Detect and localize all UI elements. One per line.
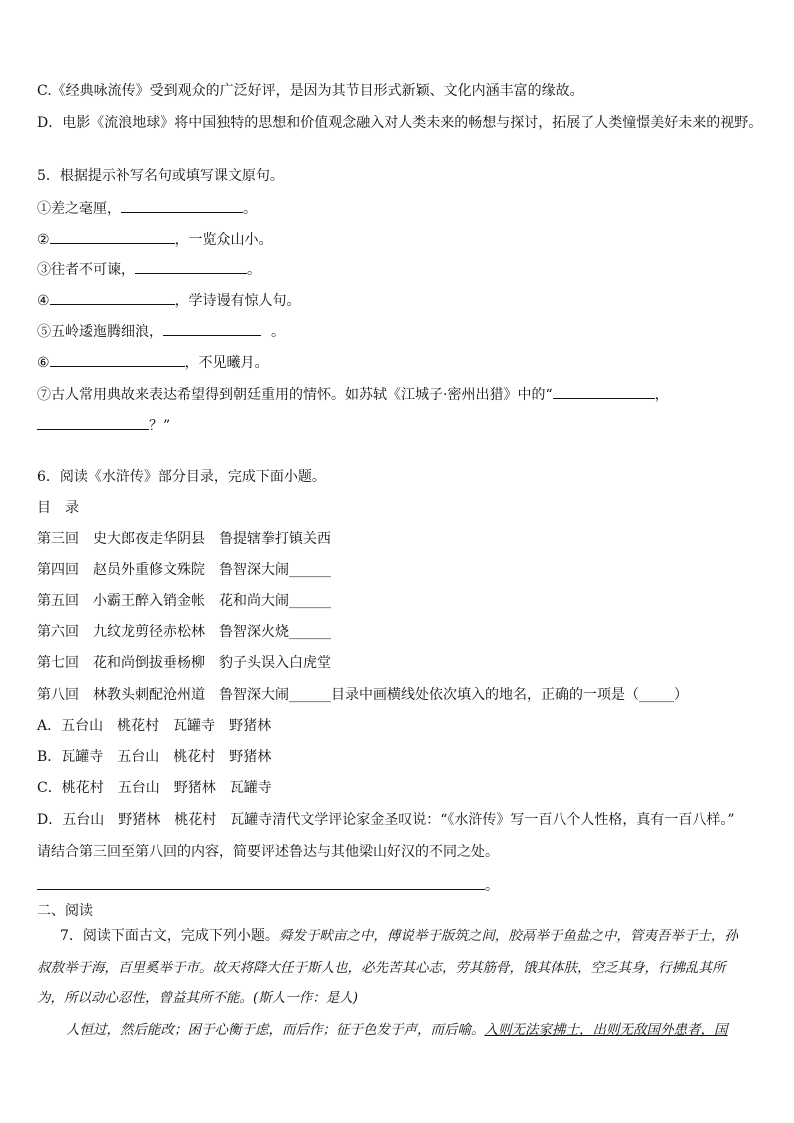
q6-option-a: A．五台山 桃花村 瓦罐寺 野猪林 (37, 718, 272, 734)
q7-passage-1: 舜发于畎亩之中，傅说举于版筑之间，胶鬲举于鱼盐之中，管夷吾举于士，孙 (278, 928, 738, 944)
q5-item-6 (37, 351, 269, 373)
toc-chapter-4: 第四回 赵员外重修文殊院 鲁智深大闹______ (37, 562, 331, 578)
q5-item-6-prefix: ⑥ (37, 355, 50, 371)
section-title: 二、阅读 (37, 903, 93, 919)
toc-chapter-6: 第六回 九纹龙剪径赤松林 鲁智深火烧______ (37, 624, 331, 640)
q6-stem: 6．阅读《水浒传》部分目录，完成下面小题。 (37, 469, 326, 485)
q5-item-1-prefix: ①差之毫厘， (37, 201, 121, 217)
q6-option-d: D．五台山 野猪林 桃花村 瓦罐寺清代文学评论家金圣叹说：“《水浒传》写一百八个人性格，真有一百八样。” (37, 812, 735, 828)
q5-item-3-prefix: ③往者不可谏， (37, 262, 135, 278)
q7-line-2: 叔敖举于海，百里奚举于市。故天将降大任于斯人也，必先苦其心志，劳其筋骨，饿其体肤，空乏其身，行拂乱其所 (37, 960, 726, 976)
q5-item-2-prefix: ② (37, 232, 50, 248)
q5-stem: 5．根据提示补写名句或填写课文原句。 (37, 168, 284, 184)
q5-item-7 (37, 383, 669, 405)
q5-item-7-blank-a[interactable] (553, 383, 655, 399)
q5-item-5-prefix: ⑤五岭逶迤腾细浪， (37, 324, 163, 340)
q5-item-3-suffix: 。 (247, 262, 261, 278)
q5-item-1 (37, 197, 257, 219)
q7-passage-4: 人恒过，然后能改；困于心衡于虑，而后作；征于色发于声，而后喻。 (66, 1022, 485, 1038)
q4-option-d: D．电影《流浪地球》将中国独特的思想和价值观念融入对人类未来的畅想与探讨，拓展了人类憧憬美好未来的视野。 (37, 115, 763, 131)
q5-item-2-blank[interactable] (50, 228, 175, 244)
q5-item-4-suffix: ，学诗谩有惊人句。 (174, 293, 301, 309)
q5-item-6-blank[interactable] (50, 351, 185, 367)
q5-item-7-blank-b[interactable] (37, 414, 149, 430)
q5-item-7-end: ？” (149, 418, 171, 434)
q5-item-7-prefix: ⑦古人常用典故来表达希望得到朝廷重用的情怀。如苏轼《江城子·密州出猎》中的“ (37, 387, 553, 403)
q5-item-1-blank[interactable] (121, 197, 243, 213)
toc-chapter-3: 第三回 史大郎夜走华阴县 鲁提辖拳打镇关西 (37, 531, 331, 547)
q7-line-1 (60, 926, 738, 946)
toc-chapter-8: 第八回 林教头刺配沧州道 鲁智深大闹______目录中画横线处依次填入的地名，正确的一项是（_____） (37, 687, 688, 703)
toc-title: 目 录 (37, 500, 79, 516)
q4-option-c: C.《经典咏流传》受到观众的广泛好评，是因为其节目形式新颖、文化内涵丰富的缘故。 (37, 83, 584, 99)
q6-answer-blank[interactable] (37, 874, 485, 890)
q5-item-5-blank[interactable] (163, 320, 261, 336)
q6-option-c: C．桃花村 五台山 野猪林 瓦罐寺 (37, 780, 272, 796)
q5-item-4-prefix: ④ (37, 293, 50, 309)
q5-item-7-mid: ， (654, 387, 669, 403)
q7-underlined: 入则无法家拂士，出则无敌国外患者，国 (484, 1022, 728, 1038)
q7-line-3: 为，所以动心忍性，曾益其所不能。(斯人一作：是人) (37, 990, 359, 1006)
q6-answer-line (37, 874, 499, 896)
q5-item-7-cont (37, 414, 170, 436)
q7-line-4 (66, 1020, 728, 1040)
q5-item-2-suffix: ，一览众山小。 (174, 232, 273, 248)
q5-item-3 (37, 258, 261, 280)
q5-item-5-suffix: 。 (271, 324, 285, 340)
q6-answer-end: 。 (485, 878, 499, 894)
q6-follow-up: 请结合第三回至第八回的内容，简要评述鲁达与其他梁山好汉的不同之处。 (37, 844, 499, 860)
q7-label: 7．阅读下面古文，完成下列小题。 (60, 928, 279, 944)
q5-item-1-suffix: 。 (243, 201, 257, 217)
q6-option-b: B．瓦罐寺 五台山 桃花村 野猪林 (37, 749, 272, 765)
q5-item-5 (37, 320, 285, 342)
q5-item-4 (37, 289, 301, 311)
q5-item-4-blank[interactable] (50, 289, 175, 305)
toc-chapter-5: 第五回 小霸王醉入销金帐 花和尚大闹______ (37, 593, 331, 609)
toc-chapter-7: 第七回 花和尚倒拔垂杨柳 豹子头误入白虎堂 (37, 655, 331, 671)
q5-item-3-blank[interactable] (135, 258, 247, 274)
q5-item-2 (37, 228, 273, 250)
q5-item-6-suffix: ，不见曦月。 (184, 355, 269, 371)
